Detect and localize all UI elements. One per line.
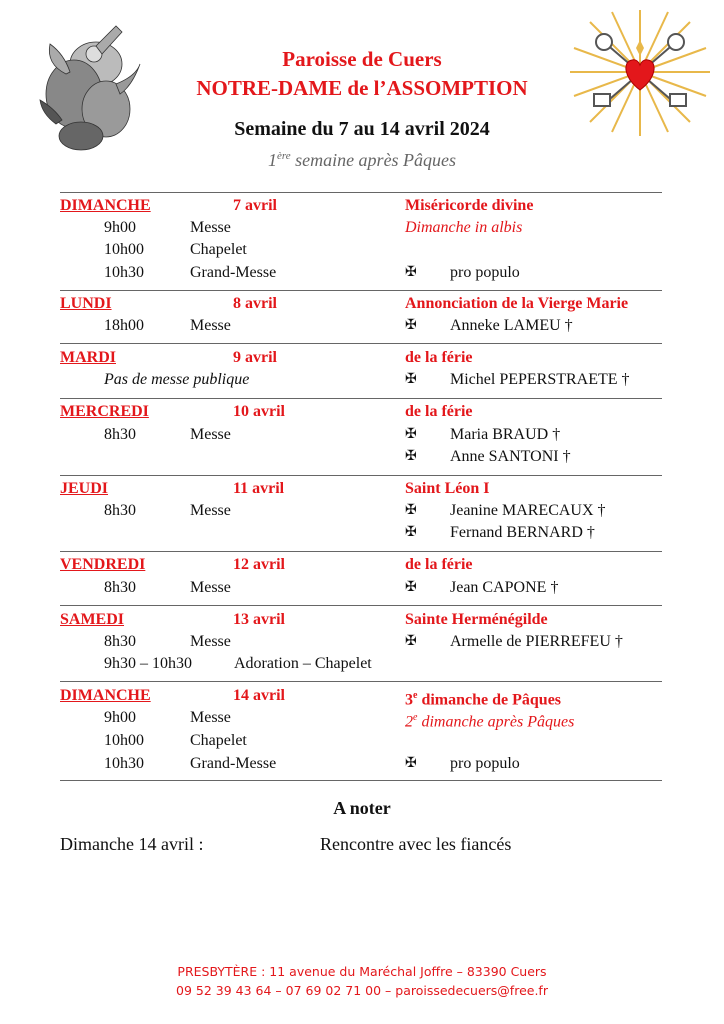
day-header-row bbox=[0, 401, 724, 423]
time: 8h30 bbox=[104, 426, 136, 443]
week-subtitle: 1ère semaine après Pâques bbox=[267, 150, 457, 170]
cross-icon: ✠ bbox=[405, 525, 417, 540]
notes-heading: A noter bbox=[333, 798, 391, 818]
cross-icon: ✠ bbox=[405, 265, 417, 280]
time: 10h00 bbox=[104, 732, 144, 749]
time: 8h30 bbox=[104, 579, 136, 596]
divider bbox=[60, 780, 662, 781]
cross-icon: ✠ bbox=[405, 427, 417, 442]
day-name: DIMANCHE bbox=[60, 687, 151, 704]
schedule-line bbox=[0, 577, 724, 599]
time: 10h00 bbox=[104, 241, 144, 258]
schedule-line bbox=[0, 730, 724, 752]
day-header-row bbox=[0, 293, 724, 315]
mass-intention: pro populo bbox=[450, 264, 520, 281]
feast-name: Miséricorde divine bbox=[405, 197, 534, 214]
schedule-line bbox=[0, 217, 724, 239]
schedule-line bbox=[0, 500, 724, 522]
cross-icon: ✠ bbox=[405, 449, 417, 464]
event: Messe bbox=[190, 633, 231, 650]
mass-intention: Michel PEPERSTRAETE † bbox=[450, 371, 630, 388]
day-date: 12 avril bbox=[233, 556, 285, 573]
note-date: Dimanche 14 avril : bbox=[60, 834, 204, 854]
mass-intention: Jean CAPONE † bbox=[450, 579, 559, 596]
day-header-row bbox=[0, 685, 724, 707]
day-note: Pas de messe publique bbox=[104, 371, 250, 388]
mass-intention: Jeanine MARECAUX † bbox=[450, 502, 606, 519]
day-date: 9 avril bbox=[233, 349, 277, 366]
day-header-row bbox=[0, 609, 724, 631]
schedule-line bbox=[0, 239, 724, 261]
event: Grand-Messe bbox=[190, 755, 277, 772]
feast-note: 2e dimanche après Pâques bbox=[405, 712, 575, 731]
footer-address: PRESBYTÈRE : 11 avenue du Maréchal Joffre – 83390 Cuers bbox=[177, 964, 547, 979]
schedule-line bbox=[0, 653, 724, 675]
time: 9h30 – 10h30 bbox=[104, 655, 192, 672]
feast-name: de la férie bbox=[405, 403, 473, 420]
day-date: 8 avril bbox=[233, 295, 277, 312]
day-name: JEUDI bbox=[60, 480, 109, 497]
day-date: 10 avril bbox=[233, 403, 285, 420]
week-title: Semaine du 7 au 14 avril 2024 bbox=[234, 118, 490, 140]
day-header-row bbox=[0, 478, 724, 500]
day-date: 13 avril bbox=[233, 611, 285, 628]
feast-name: de la férie bbox=[405, 556, 473, 573]
divider bbox=[60, 192, 662, 193]
schedule-line bbox=[0, 262, 724, 284]
schedule-line bbox=[0, 707, 724, 729]
mass-intention: Anneke LAMEU † bbox=[450, 317, 573, 334]
feast-name: Sainte Herménégilde bbox=[405, 611, 548, 628]
mass-intention: Fernand BERNARD † bbox=[450, 524, 595, 541]
time: 18h00 bbox=[104, 317, 144, 334]
footer-contact: 09 52 39 43 64 – 07 69 02 71 00 – paroissedecuers@free.fr bbox=[176, 983, 548, 998]
divider bbox=[60, 605, 662, 606]
mass-intention: Maria BRAUD † bbox=[450, 426, 561, 443]
mass-intention: pro populo bbox=[450, 755, 520, 772]
schedule-line bbox=[0, 315, 724, 337]
event: Messe bbox=[190, 502, 231, 519]
time: 8h30 bbox=[104, 633, 136, 650]
divider bbox=[60, 290, 662, 291]
schedule-line bbox=[0, 631, 724, 653]
event: Messe bbox=[190, 317, 231, 334]
divider bbox=[60, 681, 662, 682]
parish-name: Paroisse de Cuers bbox=[282, 47, 442, 71]
time: 8h30 bbox=[104, 502, 136, 519]
day-header-row bbox=[0, 195, 724, 217]
church-name: NOTRE-DAME de l’ASSOMPTION bbox=[196, 76, 528, 100]
event: Chapelet bbox=[190, 241, 247, 258]
cross-icon: ✠ bbox=[405, 503, 417, 518]
event: Messe bbox=[190, 579, 231, 596]
schedule-line bbox=[0, 522, 724, 544]
schedule-line bbox=[0, 369, 724, 391]
feast-name: Annonciation de la Vierge Marie bbox=[405, 295, 629, 312]
event: Messe bbox=[190, 426, 231, 443]
day-name: VENDREDI bbox=[60, 556, 146, 573]
event: Messe bbox=[190, 709, 231, 726]
feast-name: 3e dimanche de Pâques bbox=[405, 690, 562, 709]
cross-icon: ✠ bbox=[405, 580, 417, 595]
note-event: Rencontre avec les fiancés bbox=[320, 834, 512, 854]
day-name: MARDI bbox=[60, 349, 116, 366]
mass-intention: Anne SANTONI † bbox=[450, 448, 571, 465]
day-date: 11 avril bbox=[233, 480, 285, 497]
cross-icon: ✠ bbox=[405, 318, 417, 333]
feast-name: de la férie bbox=[405, 349, 473, 366]
day-date: 14 avril bbox=[233, 687, 285, 704]
event: Grand-Messe bbox=[190, 264, 277, 281]
schedule-line bbox=[0, 446, 724, 468]
schedule-line bbox=[0, 424, 724, 446]
mass-intention: Armelle de PIERREFEU † bbox=[450, 633, 623, 650]
divider bbox=[60, 398, 662, 399]
cross-icon: ✠ bbox=[405, 372, 417, 387]
feast-note: Dimanche in albis bbox=[405, 219, 523, 236]
divider bbox=[60, 551, 662, 552]
time: 9h00 bbox=[104, 219, 136, 236]
event: Chapelet bbox=[190, 732, 247, 749]
day-header-row bbox=[0, 554, 724, 576]
time: 10h30 bbox=[104, 755, 144, 772]
divider bbox=[60, 475, 662, 476]
day-header-row bbox=[0, 347, 724, 369]
day-name: MERCREDI bbox=[60, 403, 149, 420]
day-name: DIMANCHE bbox=[60, 197, 151, 214]
cross-icon: ✠ bbox=[405, 634, 417, 649]
day-name: SAMEDI bbox=[60, 611, 125, 628]
time: 10h30 bbox=[104, 264, 144, 281]
cross-icon: ✠ bbox=[405, 756, 417, 771]
day-name: LUNDI bbox=[60, 295, 112, 312]
event: Messe bbox=[190, 219, 231, 236]
feast-name: Saint Léon I bbox=[405, 480, 490, 497]
time: 9h00 bbox=[104, 709, 136, 726]
divider bbox=[60, 343, 662, 344]
schedule-line bbox=[0, 753, 724, 775]
event: Adoration – Chapelet bbox=[234, 655, 372, 672]
day-date: 7 avril bbox=[233, 197, 277, 214]
